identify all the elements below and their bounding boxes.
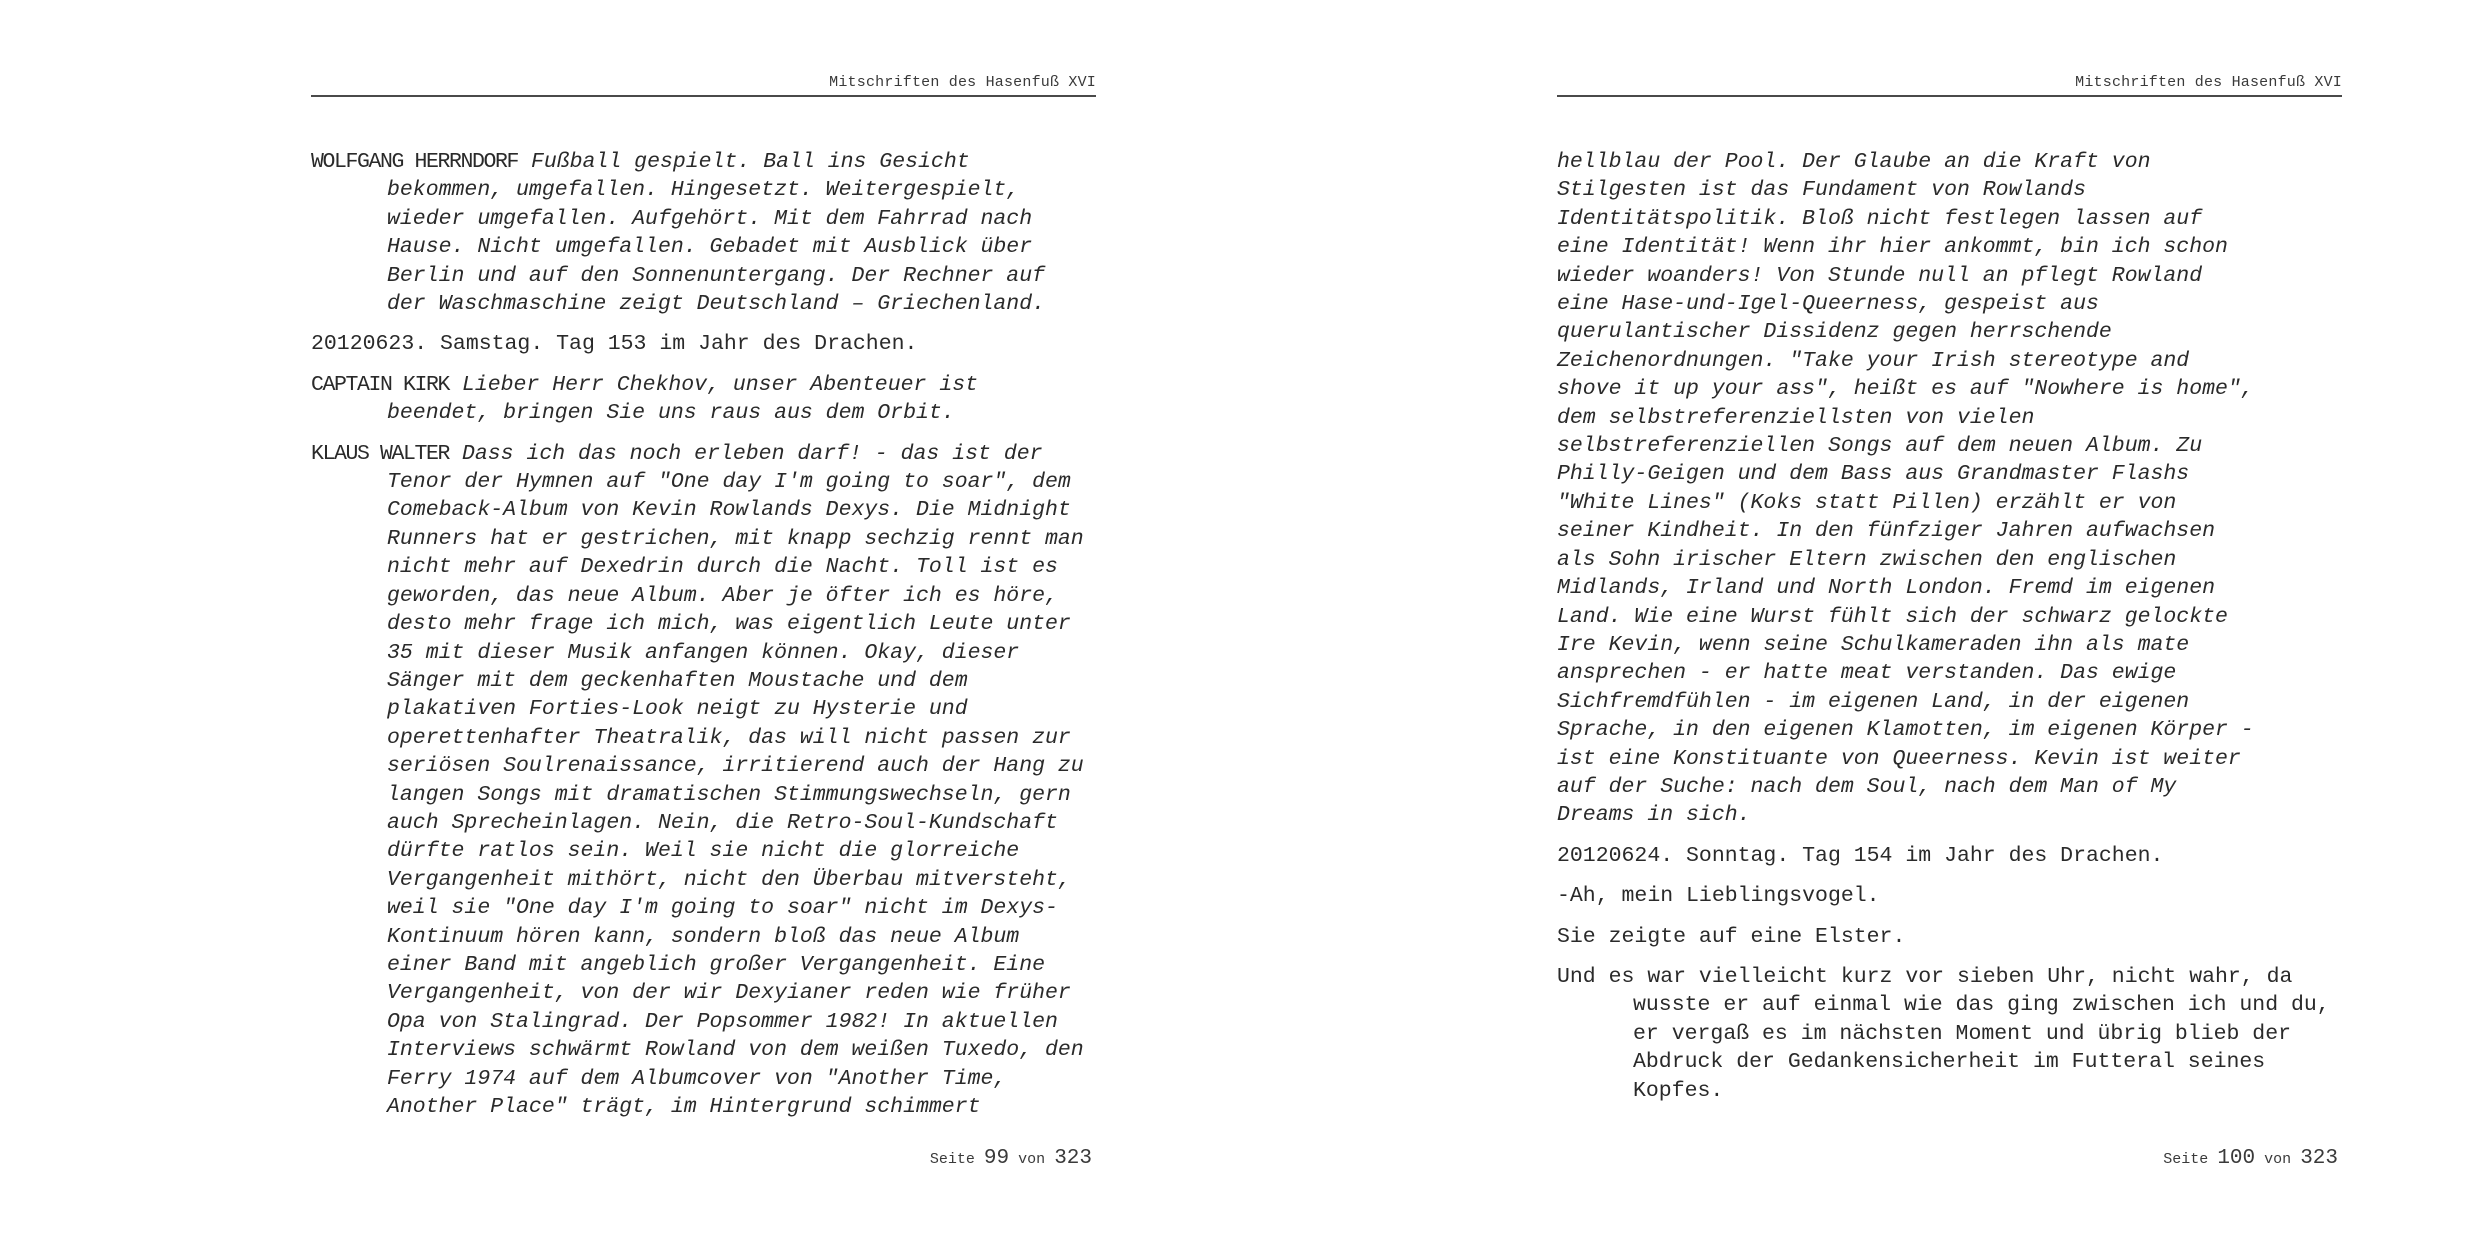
page-total: 323: [1054, 1147, 1092, 1170]
entry-continuation: [1557, 148, 2342, 830]
page-footer: [930, 1147, 1092, 1170]
dialogue-line: -Ah, mein Lieblingsvogel.: [1557, 884, 1880, 909]
narration-line: Sie zeigte auf eine Elster.: [1557, 924, 1906, 949]
speaker-name: CAPTAIN KIRK: [311, 372, 450, 397]
footer-prefix: Seite: [929, 1151, 975, 1168]
header-rule: [311, 95, 1096, 97]
page-total: 323: [2300, 1147, 2338, 1170]
page-number: 100: [2217, 1147, 2256, 1170]
body-text: [1557, 148, 2342, 1117]
running-head: Mitschriften des Hasenfuß XVI: [2075, 74, 2342, 91]
entry-captain-kirk: [311, 371, 1096, 428]
speaker-name: WOLFGANG HERRNDORF: [311, 150, 519, 174]
left-page: [311, 0, 1096, 1240]
header-rule: [1557, 95, 2342, 97]
page-number: 99: [983, 1147, 1010, 1170]
date-line: 20120624. Sonntag. Tag 154 im Jahr des Drachen.: [1557, 843, 2164, 868]
entry-quote: Lieber Herr Chekhov, unser Abenteuer ist beendet, bringen Sie uns raus aus dem Orbit.: [387, 372, 979, 426]
body-text: [311, 148, 1096, 1133]
running-head: Mitschriften des Hasenfuß XVI: [829, 74, 1096, 91]
entry-klaus-walter: [311, 440, 1096, 1122]
speaker-name: KLAUS WALTER: [311, 441, 450, 466]
narration-paragraph: Und es war vielleicht kurz vor sieben Uhr, nicht wahr, da wusste er auf einmal wie das ging zwischen ich und du, er vergaß es im nächsten Moment und übrig blieb der Abdruck der Gedankensicherheit im Futteral seines Kopfes.: [1557, 964, 2330, 1103]
right-page: [1557, 0, 2342, 1240]
entry-quote: Dass ich das noch erleben darf! - das ist der Tenor der Hymnen auf "One day I'm going to soar", dem Comeback-Album von Kevin Rowlands Dexys. Die Midnight Runners hat er gestrichen, mit knapp sechzig rennt man nicht mehr auf Dexedrin durch die Nacht. Toll ist es geworden, das neue Album. Aber je öfter ich es höre, desto mehr frage ich mich, was eigentlich Leute unter 35 mit dieser Musik anfangen können. Okay, dieser Sänger mit dem geckenhaften Moustache und dem plakativen Forties-Look neigt zu Hysterie und operettenhafter Theatralik, das will nicht passen zur seriösen Soulrenaissance, irritierend auch der Hang zu langen Songs mit dramatischen Stimmungswechseln, gern auch Sprecheinlagen. Nein, die Retro-Soul-Kundschaft dürfte ratlos sein. Weil sie nicht die glorreiche Vergangenheit mithört, nicht den Überbau mitversteht, weil sie "One day I'm going to soar" nicht im Dexys- Kontinuum hören kann, sondern bloß das neue Album einer Band mit angeblich großer Vergangenheit. Eine Vergangenheit, von der wir Dexyianer reden wie früher Opa von Stalingrad. Der Popsommer 1982! In aktuellen Interviews schwärmt Rowland von dem weißen Tuxedo, den Ferry 1974 auf dem Albumcover von "Another Time, Another Place" trägt, im Hintergrund schimmert: [387, 441, 1084, 1119]
page-footer: [2163, 1147, 2338, 1170]
entry-quote: Fußball gespielt. Ball ins Gesicht bekommen, umgefallen. Hingesetzt. Weitergespielt, wieder umgefallen. Aufgehört. Mit dem Fahrrad nach Hause. Nicht umgefallen. Gebadet mit Ausblick über Berlin und auf den Sonnenuntergang. Der Rechner auf der Waschmaschine zeigt Deutschland – Griechenland.: [387, 150, 1046, 317]
entry-herrndorf: [311, 148, 1096, 318]
footer-prefix: Seite: [2163, 1151, 2209, 1168]
footer-mid: von: [1018, 1151, 1046, 1168]
date-line: 20120623. Samstag. Tag 153 im Jahr des Drachen.: [311, 332, 918, 357]
footer-mid: von: [2264, 1151, 2292, 1168]
entry-quote: hellblau der Pool. Der Glaube an die Kraft von Stilgesten ist das Fundament von Rowlands Identitätspolitik. Bloß nicht festlegen lassen auf eine Identität! Wenn ihr hier ankommt, bin ich schon wieder woanders! Von Stunde null an pflegt Rowland eine Hase-und-Igel-Queerness, gespeist aus querulantischer Dissidenz gegen herrschende Zeichenordnungen. "Take your Irish stereotype and shove it up your ass", heißt es auf "Nowhere is home", dem selbstreferenziellsten von vielen selbstreferenziellen Songs auf dem neuen Album. Zu Philly-Geigen und dem Bass aus Grandmaster Flashs "White Lines" (Koks statt Pillen) erzählt er von seiner Kindheit. In den fünfziger Jahren aufwachsen als Sohn irischer Eltern zwischen den englischen Midlands, Irland und North London. Fremd im eigenen Land. Wie eine Wurst fühlt sich der schwarz gelockte Ire Kevin, wenn seine Schulkameraden ihn als mate ansprechen - er hatte meat verstanden. Das ewige Sichfremdfühlen - im eigenen Land, in der eigenen Sprache, in den eigenen Klamotten, im eigenen Körper - ist eine Konstituante von Queerness. Kevin ist weiter auf der Suche: nach dem Soul, nach dem Man of My Dreams in sich.: [1557, 150, 2254, 828]
